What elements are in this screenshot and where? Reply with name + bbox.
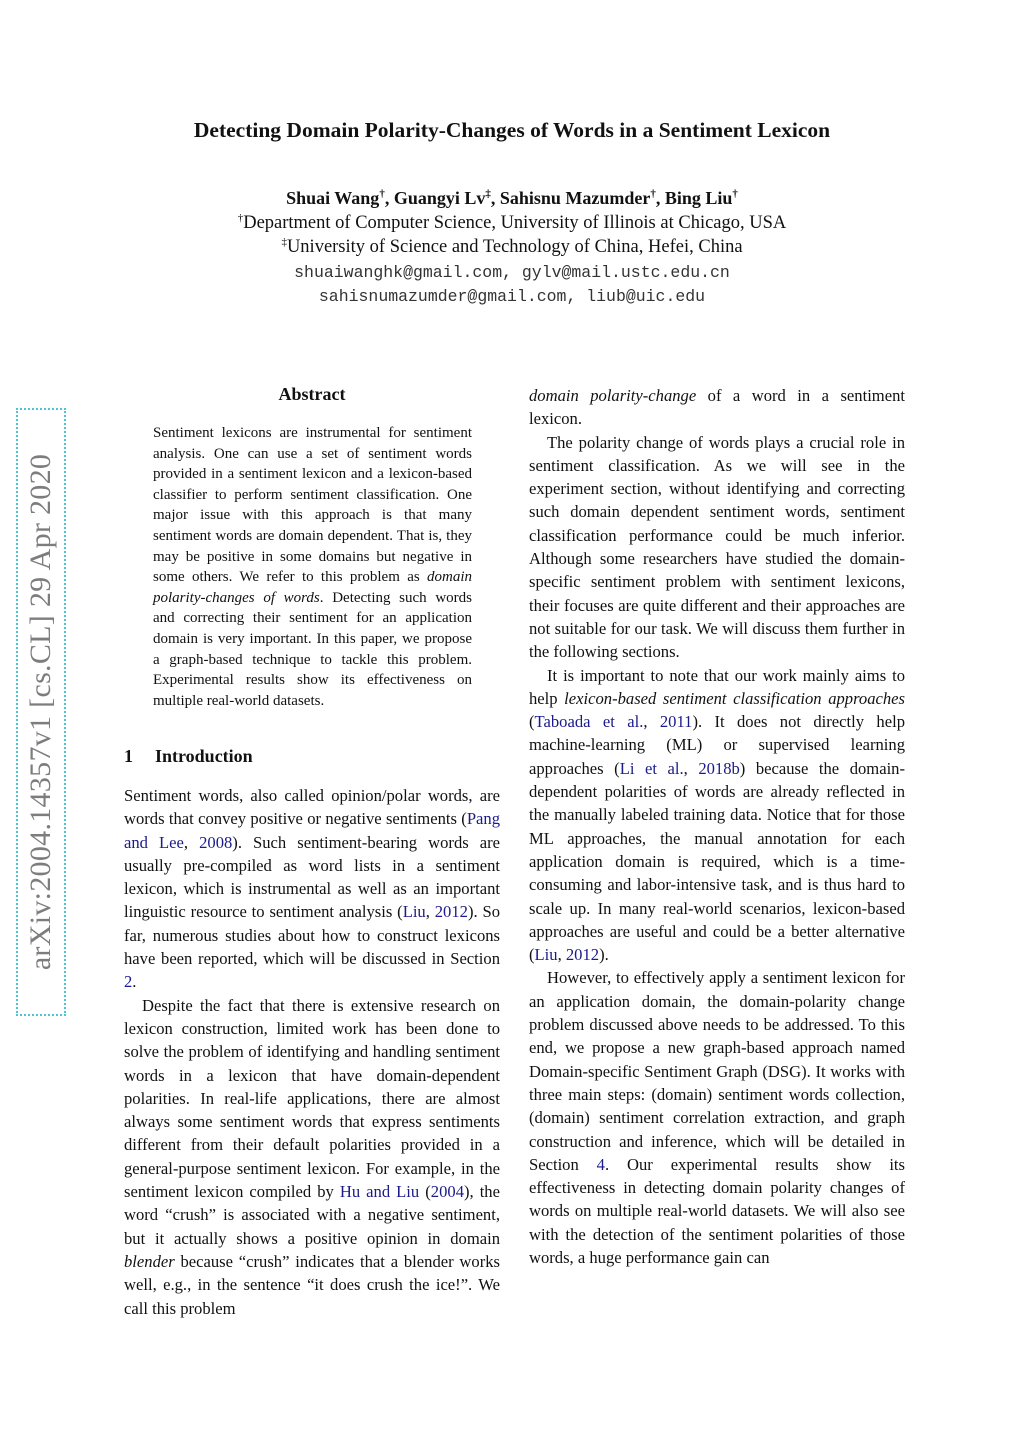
email-line: shuaiwanghk@gmail.com, gylv@mail.ustc.edu.cn: [294, 263, 730, 282]
left-column: [124, 784, 500, 1320]
author-mark: ‡: [485, 188, 491, 200]
section-ref-link[interactable]: 2: [124, 972, 133, 992]
citation-link[interactable]: 2011: [659, 712, 693, 732]
affiliation: [0, 236, 1024, 258]
author-mark: †: [379, 188, 385, 200]
affiliation-mark: †: [237, 212, 244, 224]
email-line: sahisnumazumder@gmail.com, liub@uic.edu: [318, 287, 706, 306]
author-list: Shuai Wang†, Guangyi Lv‡, Sahisnu Mazumder†, Bing Liu†: [286, 188, 738, 208]
citation-link[interactable]: Li et al.: [619, 758, 684, 778]
affiliation-text: University of Science and Technology of China, Hefei, China: [286, 237, 743, 258]
right-column: [529, 384, 905, 1269]
author-name: Guangyi Lv: [393, 188, 486, 208]
affiliation: [0, 212, 1024, 234]
abstract-part: Sentiment lexicons are instrumental for sentiment analysis. One can use a set of sentiment words provided in a sentiment lexicon and a lexicon-based classifier to perform sentiment classification. One major issue with this approach is that many sentiment words are domain dependent. That is, they may be positive in some domains but negative in some others. We refer to this problem as: [153, 425, 472, 586]
section-number: 1: [124, 746, 133, 766]
citation-link[interactable]: Liu: [534, 945, 558, 965]
affiliation-text: Department of Computer Science, University of Illinois at Chicago, USA: [243, 213, 787, 234]
citation-link[interactable]: Hu and Liu: [339, 1182, 420, 1202]
paper-title: Detecting Domain Polarity-Changes of Words in a Sentiment Lexicon: [193, 118, 831, 142]
author-mark: †: [650, 188, 656, 200]
abstract-heading: Abstract: [278, 384, 346, 404]
paragraph: Despite the fact that there is extensive research on lexicon construction, limited work has been done to solve the problem of identifying and handling sentiment words in a lexicon that have domain-dependent polarities. In real-life applications, there are almost always some sentiment words that express sentiments different from their default polarities provided in a general-purpose sentiment lexicon. For example, in the sentiment lexicon compiled by Hu and Liu (2004), the word “crush” is associated with a negative sentiment, but it actually shows a positive opinion in domain blender because “crush” indicates that a blender works well, e.g., in the sentence “it does crush the ice!”. We call this problem: [124, 995, 500, 1318]
citation-link[interactable]: Taboada et al.: [534, 712, 644, 732]
author-name: Bing Liu: [664, 188, 733, 208]
section-title: Introduction: [155, 746, 253, 766]
author-mark: †: [732, 188, 738, 200]
citation-link[interactable]: 2018b: [698, 758, 740, 778]
citation-link[interactable]: Liu: [402, 902, 426, 922]
author-name: Sahisnu Mazumder: [499, 188, 651, 208]
paragraph: It is important to note that our work mainly aims to help lexicon-based sentiment classification approaches (Taboada et al., 2011). It does not directly help machine-learning (ML) or supervised learning approaches (Li et al., 2018b) because the domain-dependent polarities of words are already reflected in the manually labeled training data. Notice that for those ML approaches, the manual annotation for each application domain is required, which is a time-consuming and labor-intensive task, and is thus hard to scale up. In many real-world scenarios, lexicon-based approaches are useful and could be a better alternative (Liu, 2012).: [529, 665, 906, 965]
abstract-text: [153, 423, 472, 711]
affiliation-mark: ‡: [281, 236, 287, 248]
abstract-part: . Detecting such words and correcting their sentiment for an application domain is very important. In this paper, we propose a graph-based technique to tackle this problem. Experimental results show its effectiveness on multiple real-world datasets.: [153, 589, 473, 709]
paragraph-continued: domain polarity-change of a word in a sentiment lexicon.: [529, 386, 905, 429]
citation-link[interactable]: 2012: [565, 945, 600, 965]
citation-link[interactable]: 2008: [199, 832, 233, 852]
citation-link[interactable]: 2012: [434, 902, 468, 922]
citation-link[interactable]: Pang and Lee: [124, 809, 500, 852]
section-heading: [124, 746, 253, 767]
author-name: Shuai Wang: [286, 188, 380, 208]
paragraph: The polarity change of words plays a crucial role in sentiment classification. As we will see in the experiment section, without identifying and correcting such domain dependent sentiment words, sentiment classification performance could be much inferior. Although some researchers have studied the domain-specific sentiment problem with sentiment lexicons, their focuses are quite different and their approaches are not suitable for our task. We will discuss them further in the following sections.: [529, 432, 905, 662]
section-ref-link[interactable]: 4: [596, 1154, 605, 1174]
paragraph: Sentiment words, also called opinion/polar words, are words that convey positive or negative sentiments (Pang and Lee, 2008). Such sentiment-bearing words are usually pre-compiled as word lists in a sentiment lexicon, which is instrumental as well as an important linguistic resource to sentiment analysis (Liu, 2012). So far, numerous studies about how to construct lexicons have been reported, which will be discussed in Section 2.: [124, 786, 501, 992]
paragraph: However, to effectively apply a sentiment lexicon for an application domain, the domain-polarity change problem discussed above needs to be addressed. To this end, we propose a new graph-based approach named Domain-specific Sentiment Graph (DSG). It works with three main steps: (domain) sentiment words collection, (domain) sentiment correlation extraction, and graph construction and inference, which will be detailed in Section 4. Our experimental results show its effectiveness in detecting domain polarity changes of words on multiple real-world datasets. We will also see with the detection of the sentiment polarities of those words, a huge performance gain can: [529, 968, 906, 1267]
citation-link[interactable]: 2004: [430, 1182, 464, 1202]
arxiv-stamp: arXiv:2004.14357v1 [cs.CL] 29 Apr 2020: [24, 453, 57, 971]
abstract-emphasis: domain polarity-changes of words: [153, 569, 472, 606]
